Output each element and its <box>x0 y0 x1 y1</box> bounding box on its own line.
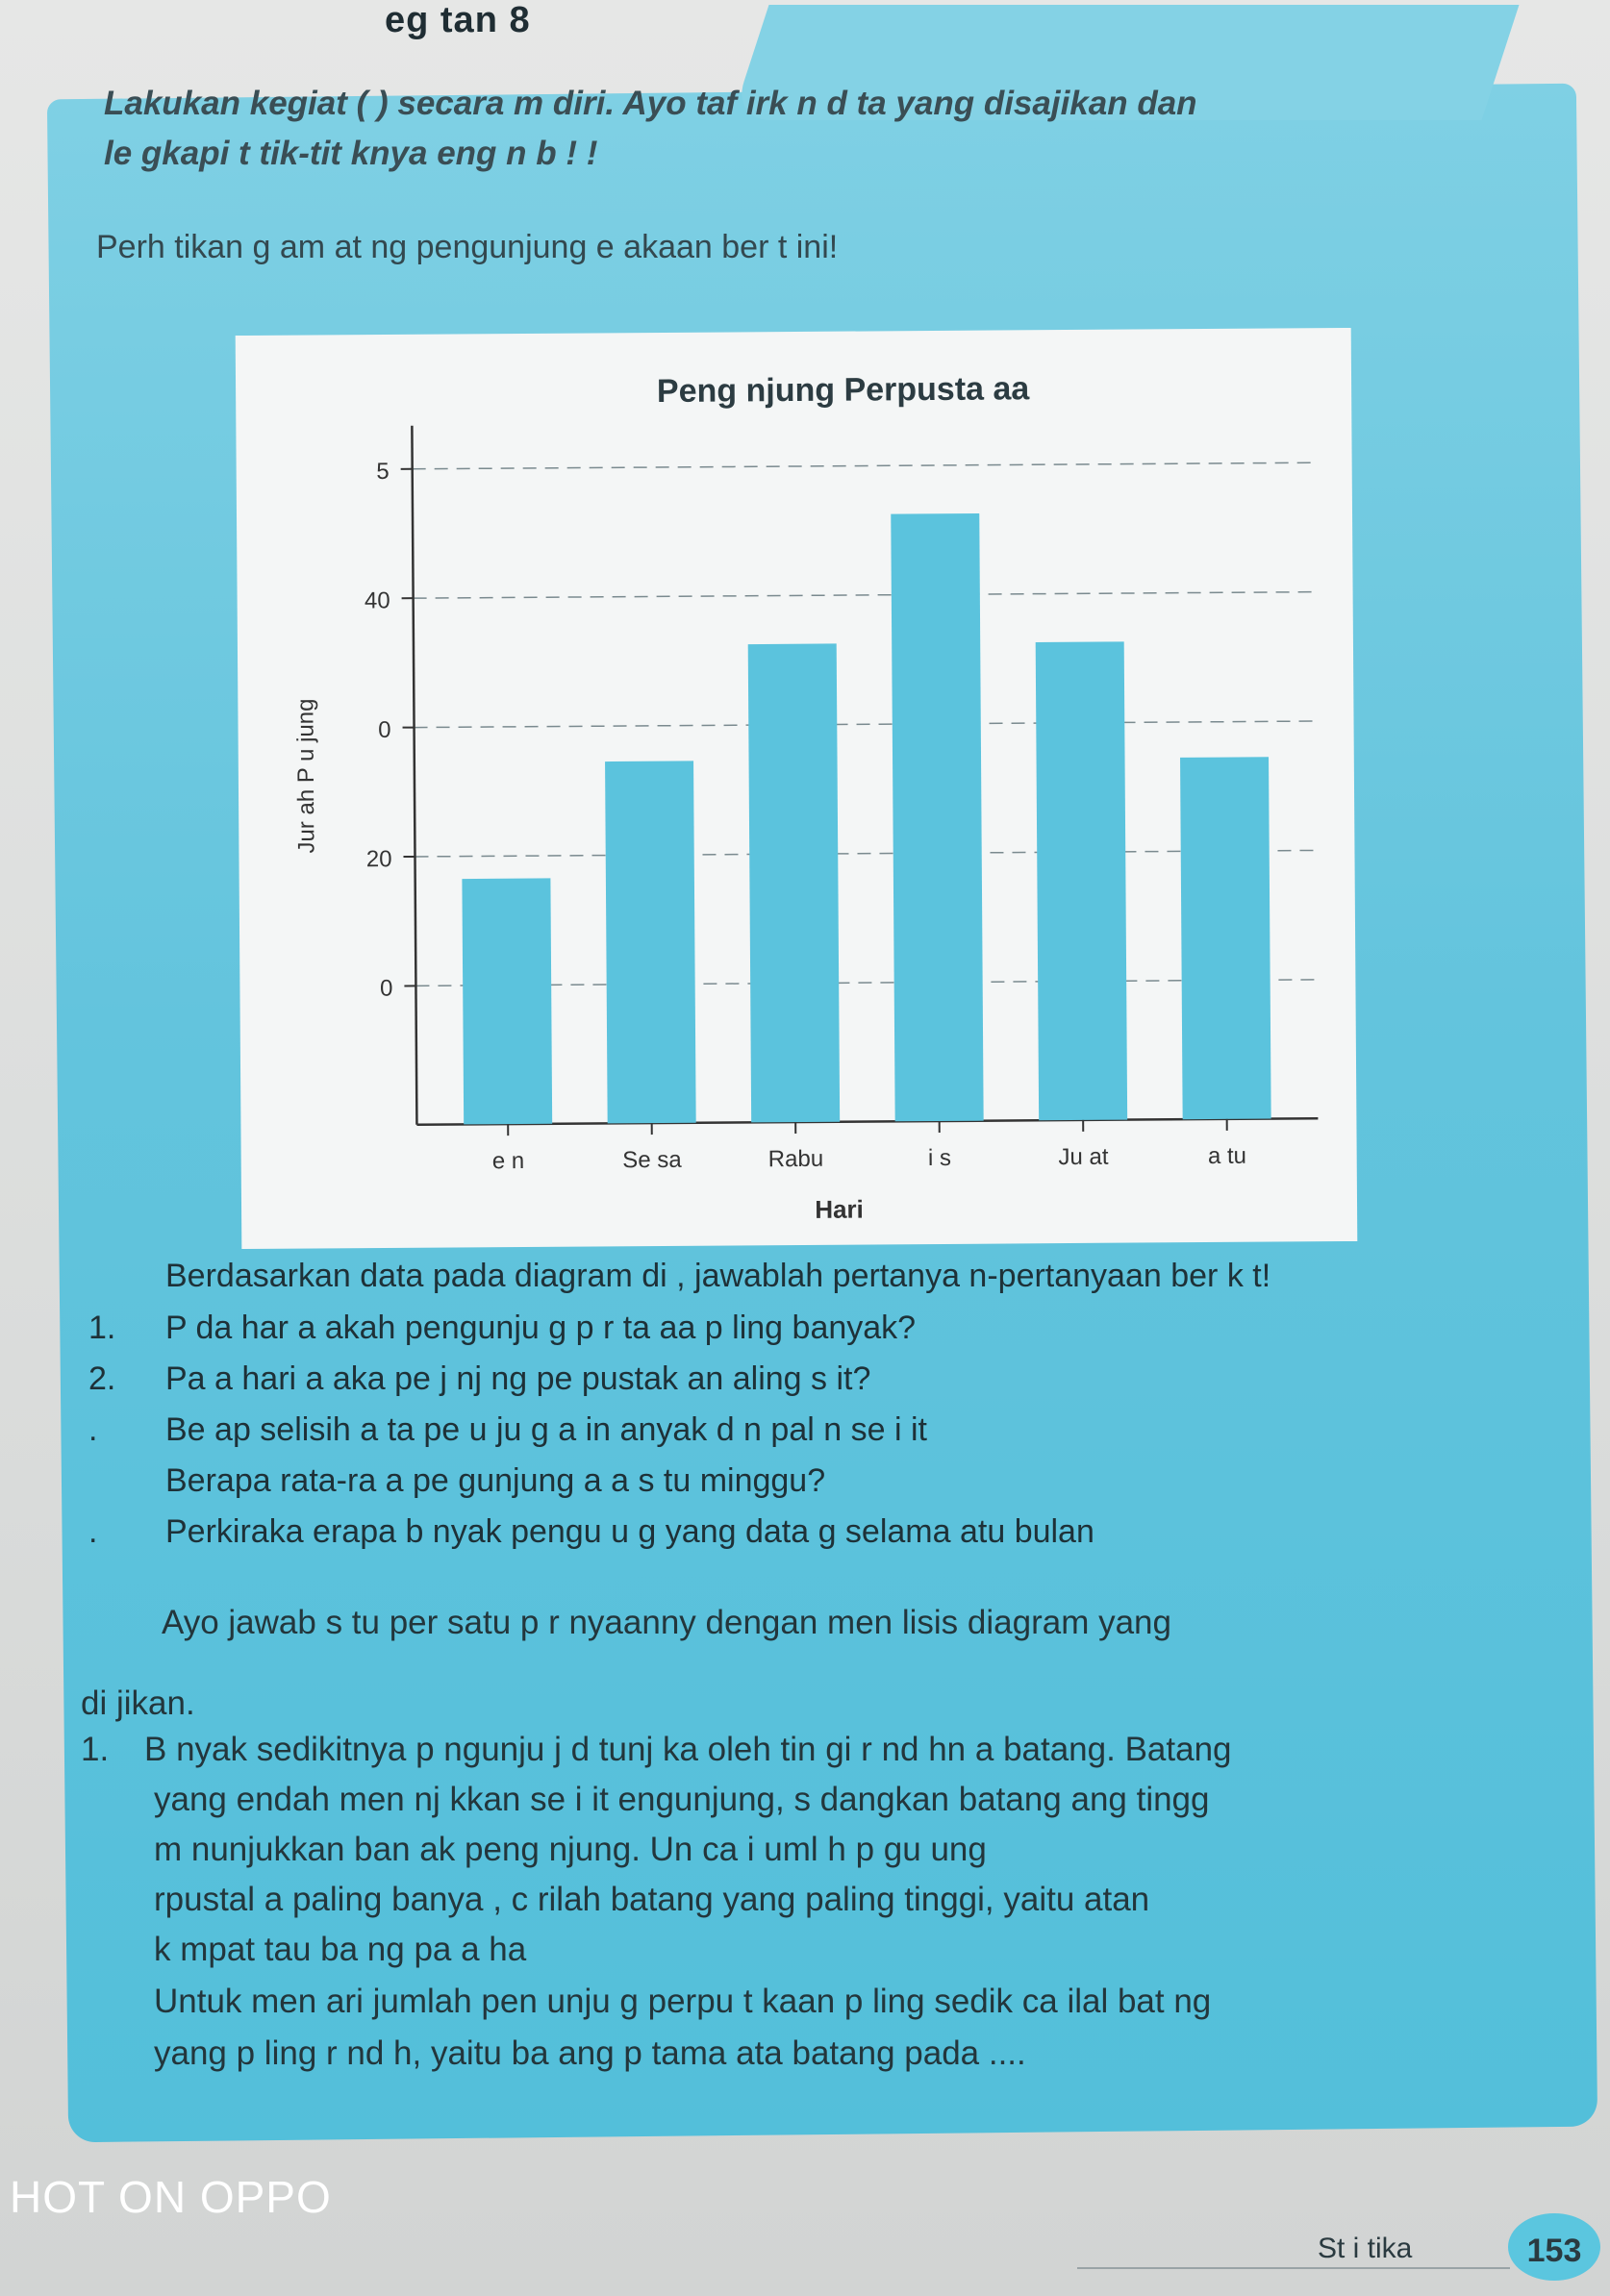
x-tick-label: e n <box>491 1147 525 1175</box>
questions-intro: Berdasarkan data pada diagram di , jawablah pertanya n-pertanyaan ber k t! <box>165 1258 1271 1294</box>
intro-line-3: Perh tikan g am at ng pengunjung e akaan ber t ini! <box>96 229 839 265</box>
answer-intro-2: di jikan. <box>81 1685 195 1722</box>
question-number: . <box>88 1513 98 1550</box>
page-number-badge: 153 <box>1508 2213 1600 2281</box>
question-text: Berapa rata-ra a pe gunjung a a s tu minggu? <box>165 1462 826 1499</box>
gridline <box>414 592 1315 599</box>
y-tick-label: 5 <box>376 458 390 486</box>
x-tick-label: a tu <box>1207 1142 1247 1170</box>
camera-watermark: HOT ON OPPO <box>10 2172 332 2222</box>
gridline <box>413 462 1314 469</box>
answer-line: B nyak sedikitnya p ngunju j d tunj ka oleh tin gi r nd hn a batang. Batang <box>144 1731 1232 1768</box>
answer-number: 1. <box>81 1731 110 1768</box>
y-tick-label: 0 <box>379 975 393 1002</box>
bar <box>1180 757 1271 1119</box>
answer-line: m nunjukkan ban ak peng njung. Un ca i uml h p gu ung <box>154 1831 987 1868</box>
y-axis <box>412 426 416 1125</box>
question-number: 1. <box>88 1310 116 1346</box>
footer-chapter-label: St i tika <box>1318 2233 1413 2264</box>
bar <box>1036 641 1127 1120</box>
gridline <box>415 721 1316 728</box>
chart-svg <box>236 328 1358 1249</box>
answer-line: Untuk men ari jumlah pen unju g perpu t kaan p ling sedik ca ilal bat ng <box>154 1983 1212 2020</box>
activity-title: eg tan 8 <box>385 0 531 40</box>
y-tick-label: 40 <box>364 587 390 614</box>
question-text: P da har a akah pengunju g p r ta aa p ling banyak? <box>165 1310 917 1346</box>
answer-line: rpustal a paling banya , c rilah batang yang paling tinggi, yaitu atan <box>154 1881 1150 1918</box>
bar <box>748 643 840 1122</box>
question-text: Pa a hari a aka pe j nj ng pe pustak an aling s it? <box>165 1360 871 1397</box>
question-text: Perkiraka erapa b nyak pengu u g yang data g selama atu bulan <box>165 1513 1094 1550</box>
bar <box>891 513 983 1121</box>
question-text: Be ap selisih a ta pe u ju g a in anyak d n pal n se i it <box>165 1411 927 1448</box>
x-tick-label: Rabu <box>767 1145 824 1173</box>
x-tick-label: Se sa <box>622 1146 682 1174</box>
x-tick-label: Ju at <box>1058 1143 1109 1171</box>
answer-intro-1: Ayo jawab s tu per satu p r nyaanny dengan men lisis diagram yang <box>162 1604 1171 1641</box>
y-tick-label: 20 <box>365 846 392 873</box>
x-tick-label: i s <box>927 1144 952 1172</box>
footer-divider <box>1077 2267 1510 2269</box>
intro-line-1: Lakukan kegiat ( ) secara m diri. Ayo taf irk n d ta yang disajikan dan <box>104 85 1197 122</box>
y-tick-label: 0 <box>378 716 391 743</box>
bar-chart <box>236 328 1358 1249</box>
bar <box>605 761 696 1123</box>
bar <box>462 878 552 1124</box>
answer-line: yang p ling r nd h, yaitu ba ang p tama ata batang pada .... <box>154 2034 1026 2072</box>
intro-line-2: le gkapi t tik-tit knya eng n b ! ! <box>104 135 598 172</box>
answer-line: k mpat tau ba ng pa a ha <box>154 1931 527 1968</box>
x-axis-label: Hari <box>815 1194 864 1224</box>
question-number: 2. <box>88 1360 116 1397</box>
answer-line: yang endah men nj kkan se i it engunjung, s dangkan batang ang tingg <box>154 1781 1210 1818</box>
chart-title: Peng njung Perpusta aa <box>656 370 1030 411</box>
y-axis-label: Jur ah P u jung <box>292 698 320 854</box>
question-number: . <box>88 1411 98 1448</box>
